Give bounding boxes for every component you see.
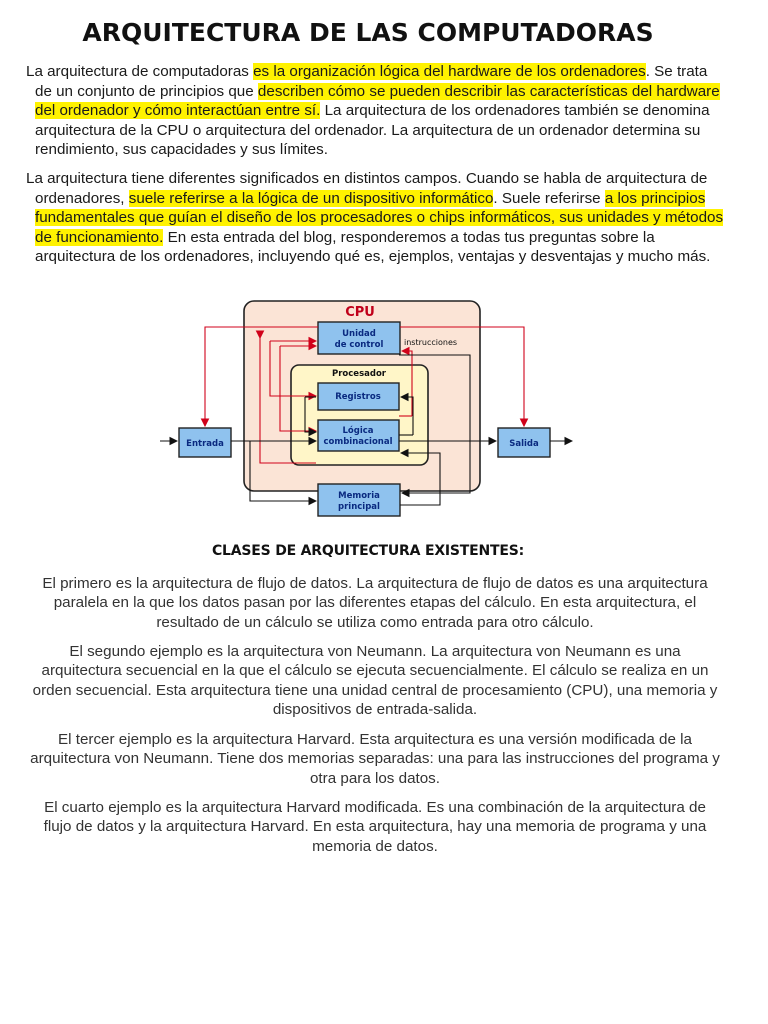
body-text: . Suele referirse xyxy=(493,189,605,207)
highlighted-text: es la organización lógica del hardware de los ordenadores xyxy=(253,63,646,80)
body-text: La arquitectura de computadoras xyxy=(26,63,254,80)
body-text: La arquitectura tiene diferentes significados en distintos campos. Cuando se habla de arquitectura de ordenadores, xyxy=(26,170,708,207)
page-title: ARQUITECTURA DE LAS COMPUTADORAS xyxy=(82,18,654,47)
class-paragraph-3: El tercer ejemplo es la arquitectura Harvard. Esta arquitectura es una versión modificada de la arquitectura von Neumann. Tiene dos memorias separadas: una para las instrucciones del programa y otra para los datos. xyxy=(30,731,720,787)
control-unit-label-1: Unidad xyxy=(342,329,376,339)
class-paragraph-2: El segundo ejemplo es la arquitectura von Neumann. La arquitectura von Neumann es una arquitectura secuencial en la que el cálculo se ejecuta secuencialmente. El cálculo se realiza en un orden secuencial. Esta arquitectura tiene una unidad central de procesamiento (CPU), una memoria y dispositivos de entrada-salida. xyxy=(32,643,718,719)
intro-paragraph-1 xyxy=(26,62,725,160)
section-heading: CLASES DE ARQUITECTURA EXISTENTES: xyxy=(211,543,525,559)
class-paragraph-1: El primero es la arquitectura de flujo de datos. La arquitectura de flujo de datos es una arquitectura paralela en la que los datos pasan por las diferentes etapas del cálculo. En esta arquitectura, el resultado de un cálculo se utiliza como entrada para otro cálculo. xyxy=(42,575,708,631)
logic-label-1: Lógica xyxy=(342,426,374,436)
highlighted-text: a los principios fundamentales que guían el diseño de los procesadores o chips informáticos, sus unidades y métodos de funcionamiento. xyxy=(35,189,724,246)
cpu-label: CPU xyxy=(345,305,375,320)
highlighted-text: suele referirse a la lógica de un dispositivo informático xyxy=(128,189,494,207)
memory-label-1: Memoria xyxy=(338,491,380,501)
input-label: Entrada xyxy=(186,439,224,449)
output-label: Salida xyxy=(509,439,539,449)
control-unit-label-2: de control xyxy=(334,340,384,350)
body-text: La arquitectura de los ordenadores también se denomina arquitectura de la CPU o arquitectura del ordenador. La arquitectura de un ordenador determina su rendimiento, sus capacidades y sus límites. xyxy=(35,102,710,159)
body-text: En esta entrada del blog, responderemos a todas tus preguntas sobre la arquitectura de los ordenadores, incluyendo qué es, ejemplos, ventajas y desventajas y mucho más. xyxy=(35,228,711,266)
processor-label: Procesador xyxy=(332,369,386,379)
registers-label: Registros xyxy=(335,392,381,402)
highlighted-text: describen cómo se pueden describir las características del hardware del ordenador y cómo interactúan entre sí. xyxy=(35,82,720,120)
instrucciones-label: instrucciones xyxy=(404,338,458,347)
logic-label-2: combinacional xyxy=(323,437,393,447)
memory-label-2: principal xyxy=(338,502,380,512)
cpu-architecture-diagram xyxy=(150,293,590,523)
body-text: . Se trata de un conjunto de principios que xyxy=(35,63,708,100)
intro-paragraph-2 xyxy=(26,169,725,267)
class-paragraph-4: El cuarto ejemplo es la arquitectura Harvard modificada. Es una combinación de la arquitectura de flujo de datos y la arquitectura Harvard. En esta arquitectura, hay una memoria de programa y una memoria de datos. xyxy=(43,799,707,855)
